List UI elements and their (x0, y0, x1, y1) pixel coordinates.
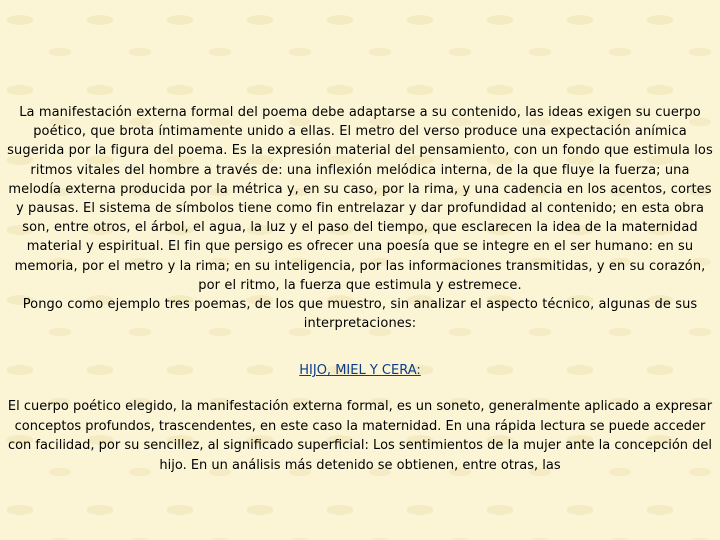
poem-heading-container (0, 359, 720, 378)
intro-paragraph: La manifestación externa formal del poema debe adaptarse a su contenido, las ideas exigen su cuerpo poético, que brota íntimamente unido a ellas. El metro del verso produce una expectación anímica sugerida por la figura del poema. Es la expresión material del pensamiento, con un fondo que estimula los ritmos vitales del hombre a través de: una inflexión melódica interna, de la que fluye la fuerza; una melodía externa producida por la métrica y, en su caso, por la rima, y una cadencia en los acentos, cortes y pausas. El sistema de símbolos tiene como fin entrelazar y dar profundidad al contenido; en esta obra son, entre otros, el árbol, el agua, la luz y el paso del tiempo, que esclarecen la idea de la maternidad material y espiritual. El fin que persigo es ofrecer una poesía que se integre en el ser humano: en su memoria, por el metro y la rima; en su inteligencia, por las informaciones transmitidas, y en su corazón, por el ritmo, la fuerza que estimula y estremece. (7, 105, 713, 293)
document-body (0, 103, 720, 475)
analysis-paragraph: El cuerpo poético elegido, la manifestación externa formal, es un soneto, generalmente aplicado a expresar conceptos profundos, trascendentes, en este caso la maternidad. En una rápida lectura se puede acceder con facilidad, por su sencillez, al significado superficial: Los sentimientos de la mujer ante la concepción del hijo. En un análisis más detenido se obtienen, entre otras, las (7, 399, 713, 473)
examples-paragraph: Pongo como ejemplo tres poemas, de los que muestro, sin analizar el aspecto técnico, algunas de sus interpretaciones: (22, 297, 698, 332)
poem-title-link[interactable]: HIJO, MIEL Y CERA: (299, 363, 421, 379)
